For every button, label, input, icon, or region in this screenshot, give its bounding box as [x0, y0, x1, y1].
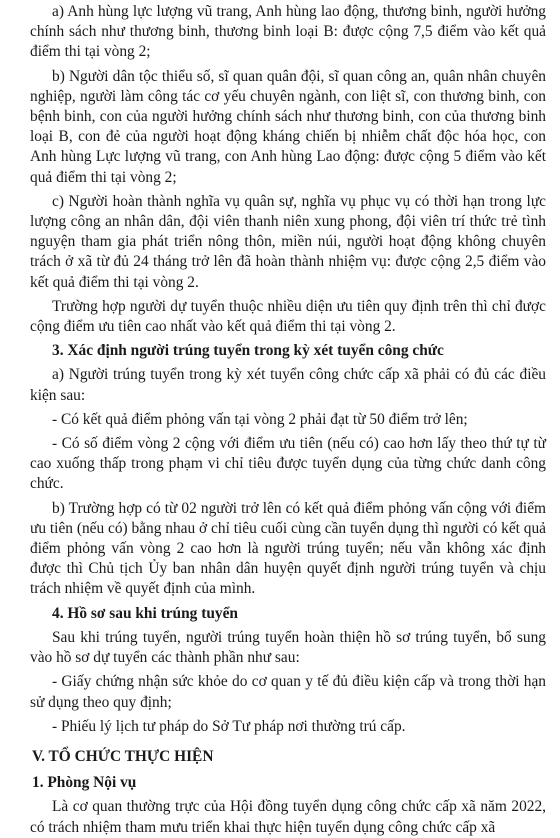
condition-ranking: - Có số điểm vòng 2 cộng với điểm ưu tiên (nếu có) cao hơn lấy theo thứ tự từ cao xuống thấp trong phạm vi chỉ tiêu được tuyển dụng của từng chức danh công chức. [30, 435, 546, 493]
priority-clause-c: c) Người hoàn thành nghĩa vụ quân sự, nghĩa vụ phục vụ có thời hạn trong lực lượng công an nhân dân, đội viên thanh niên xung phong, đội viên trí thức trẻ tình nguyện tham gia phát triển nông thôn, miền núi, người hoạt động không chuyên trách ở xã từ đủ 24 tháng trở lên đã hoàn thành nhiệm vụ: được cộng 2,5 điểm vào kết quả điểm thi tại vòng 2. [30, 192, 546, 291]
priority-clause-a: a) Anh hùng lực lượng vũ trang, Anh hùng lao động, thương binh, người hưởng chính sách như thương binh, thương binh loại B: được cộng 7,5 điểm vào kết quả điểm thi tại vòng 2; [30, 3, 546, 61]
section-v-1-heading: 1. Phòng Nội vụ [32, 774, 137, 792]
post-selection-intro: Sau khi trúng tuyển, người trúng tuyển hoàn thiện hồ sơ trúng tuyển, bổ sung vào hồ sơ dự tuyển các thành phần như sau: [30, 628, 546, 667]
winner-conditions-intro: a) Người trúng tuyển trong kỳ xét tuyển công chức cấp xã phải có đủ các điều kiện sau: [30, 366, 546, 404]
document-criminal-record: - Phiếu lý lịch tư pháp do Sở Tư pháp nơi thường trú cấp. [52, 717, 406, 735]
document-health-certificate: - Giấy chứng nhận sức khỏe do cơ quan y tế đủ điều kiện cấp và trong thời hạn sử dụng theo quy định; [30, 673, 546, 711]
home-affairs-duty: Là cơ quan thường trực của Hội đồng tuyển dụng công chức cấp xã năm 2022, có trách nhiệm tham mưu triển khai thực hiện tuyển dụng công chức cấp xã [30, 798, 546, 836]
tie-break-rule: b) Trường hợp có từ 02 người trở lên có kết quả điểm phỏng vấn cộng với điểm ưu tiên (nếu có) bằng nhau ở chỉ tiêu cuối cùng cần tuyển dụng thì người có kết quả điểm phỏng vấn vòng 2 cao hơn là người trúng tuyển; nếu vẫn không xác định được thì Chủ tịch Ủy ban nhân dân huyện quyết định người trúng tuyển và chịu trách nhiệm về quyết định của mình. [30, 499, 546, 598]
section-v-heading: V. TỔ CHỨC THỰC HIỆN [32, 747, 214, 765]
multiple-priority-note: Trường hợp người dự tuyển thuộc nhiều diện ưu tiên quy định trên thì chỉ được cộng điểm ưu tiên cao nhất vào kết quả điểm thi tại vòng 2. [30, 297, 546, 336]
priority-clause-b: b) Người dân tộc thiểu số, sĩ quan quân đội, sĩ quan công an, quân nhân chuyên nghiệp, người làm công tác cơ yếu chuyên ngành, con liệt sĩ, con thương binh, con bệnh binh, con của người hưởng chính sách như thương binh, con của thương binh loại B, con đẻ của người hoạt động kháng chiến bị nhiễm chất độc hóa học, con Anh hùng Lực lượng vũ trang, con Anh hùng Lao động: được cộng 5 điểm vào kết quả điểm thi tại vòng 2; [30, 67, 546, 186]
condition-interview-score: - Có kết quả điểm phỏng vấn tại vòng 2 phải đạt từ 50 điểm trở lên; [52, 410, 468, 428]
section-4-heading: 4. Hồ sơ sau khi trúng tuyển [52, 604, 238, 622]
section-3-heading: 3. Xác định người trúng tuyển trong kỳ xét tuyển công chức [52, 342, 444, 360]
